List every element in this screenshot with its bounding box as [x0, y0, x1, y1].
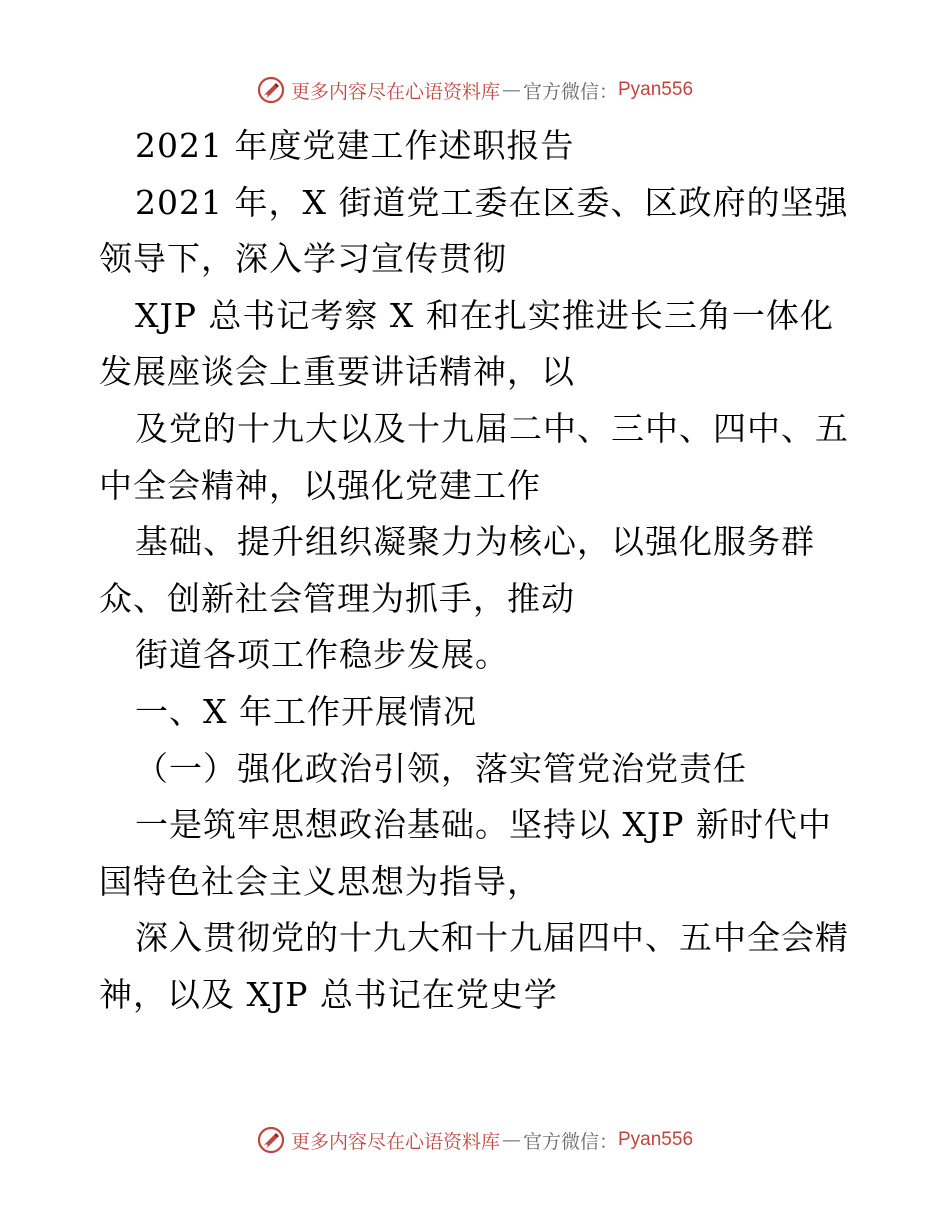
document-title: 2021 年度党建工作述职报告: [135, 126, 575, 165]
footer-watermark: [0, 1120, 950, 1160]
paragraph-line: 2021 年，X 街道党工委在区委、区政府的坚强: [135, 182, 849, 222]
watermark-wechat-id: Pyan556: [618, 1129, 694, 1150]
paragraph-line: 深入贯彻党的十九大和十九届四中、五中全会精: [135, 918, 849, 958]
paragraph-line: 一是筑牢思想政治基础。坚持以 XJP 新时代中: [135, 805, 832, 845]
section-heading: 一、X 年工作开展情况: [135, 691, 477, 731]
watermark-label: 官方微信：: [522, 1130, 618, 1153]
paragraph-line: 及党的十九大以及十九届二中、三中、四中、五: [135, 408, 849, 448]
paragraph-line: 神，以及 XJP 总书记在党史学: [99, 974, 558, 1014]
paragraph-line: 发展座谈会上重要讲话精神，以: [99, 352, 575, 392]
paragraph-line: 众、创新社会管理为抓手，推动: [99, 578, 575, 618]
paragraph-line: 中全会精神，以强化党建工作: [99, 465, 541, 505]
paragraph-line: 国特色社会主义思想为指导，: [99, 861, 541, 901]
header-watermark: [0, 70, 950, 110]
watermark-main-text: 更多内容尽在心语资料库: [290, 80, 500, 103]
subsection-heading: （一）强化政治引领，落实管党治党责任: [135, 748, 747, 788]
brand-logo-icon: [257, 76, 285, 104]
paragraph-line: 基础、提升组织凝聚力为核心，以强化服务群: [135, 522, 815, 562]
document-body: [99, 118, 859, 1024]
watermark-separator: —: [501, 1129, 521, 1151]
watermark-separator: —: [501, 79, 521, 101]
watermark-label: 官方微信：: [522, 80, 618, 103]
watermark-main-text: 更多内容尽在心语资料库: [290, 1130, 500, 1153]
paragraph-line: XJP 总书记考察 X 和在扎实推进长三角一体化: [135, 295, 834, 335]
paragraph-line: 领导下，深入学习宣传贯彻: [99, 239, 507, 279]
brand-logo-icon: [257, 1126, 285, 1154]
watermark-wechat-id: Pyan556: [618, 79, 694, 100]
paragraph-line: 街道各项工作稳步发展。: [135, 635, 509, 675]
